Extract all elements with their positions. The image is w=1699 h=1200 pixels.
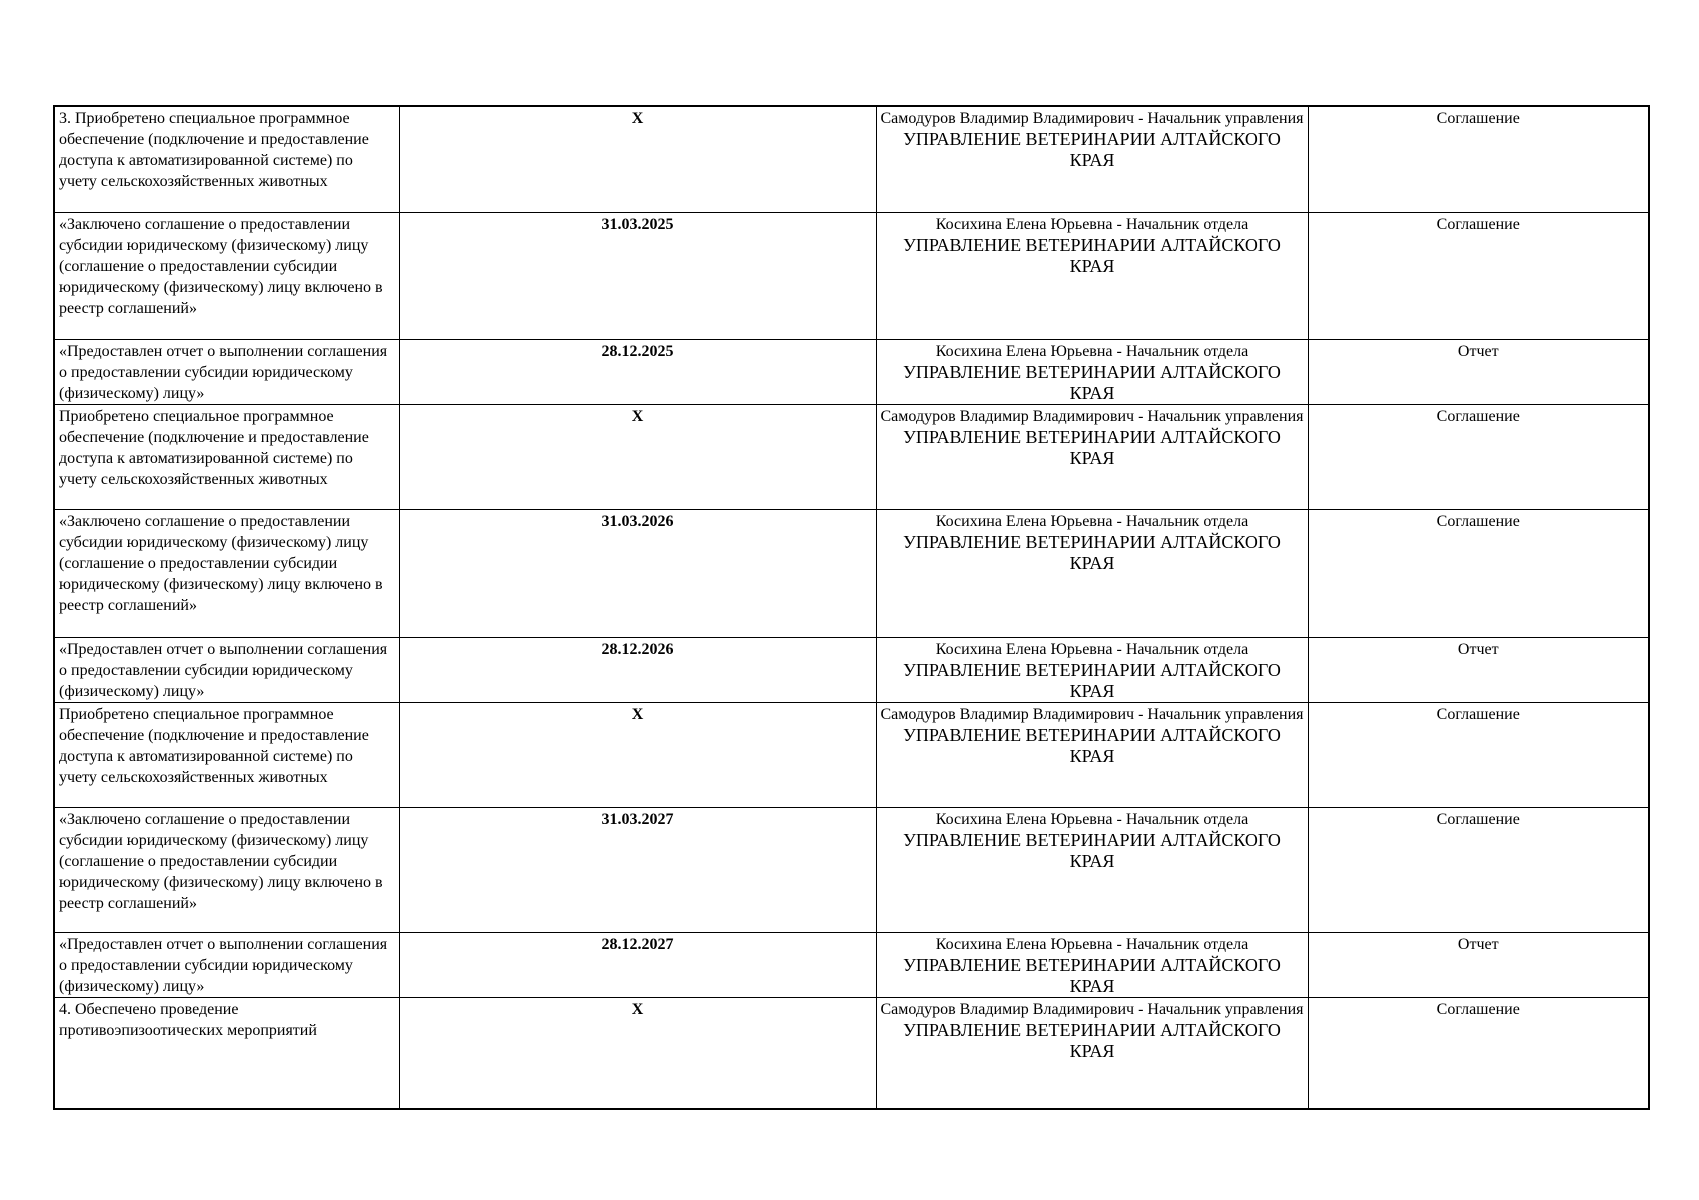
responsible-person: Самодуров Владимир Владимирович - Начальник управления bbox=[880, 1000, 1304, 1018]
responsible-organization: УПРАВЛЕНИЕ ВЕТЕРИНАРИИ АЛТАЙСКОГО КРАЯ bbox=[903, 426, 1281, 468]
responsible-person: Самодуров Владимир Владимирович - Начальник управления bbox=[880, 110, 1304, 127]
result-cell: «Предоставлен отчет о выполнении соглашения о предоставлении субсидии юридическому (физическому) лицу» bbox=[54, 637, 399, 702]
result-cell: «Предоставлен отчет о выполнении соглашения о предоставлении субсидии юридическому (физическому) лицу» bbox=[54, 339, 399, 404]
result-cell: «Заключено соглашение о предоставлении субсидии юридическому (физическому) лицу (соглашение о предоставлении субсидии юридическому (физическому) лицу включено в реестр соглашений» bbox=[54, 509, 399, 637]
date-cell: 31.03.2026 bbox=[399, 509, 876, 637]
responsible-cell bbox=[876, 932, 1308, 997]
document-type-cell: Соглашение bbox=[1308, 404, 1649, 509]
date-cell: X bbox=[399, 997, 876, 1109]
date-cell: X bbox=[399, 106, 876, 212]
table-row bbox=[54, 212, 1649, 339]
responsible-organization: УПРАВЛЕНИЕ ВЕТЕРИНАРИИ АЛТАЙСКОГО КРАЯ bbox=[903, 234, 1281, 276]
table-row bbox=[54, 404, 1649, 509]
date-cell: 31.03.2025 bbox=[399, 212, 876, 339]
responsible-organization: УПРАВЛЕНИЕ ВЕТЕРИНАРИИ АЛТАЙСКОГО КРАЯ bbox=[903, 1019, 1281, 1061]
responsible-cell bbox=[876, 106, 1308, 212]
document-type-cell: Отчет bbox=[1308, 932, 1649, 997]
responsible-organization: УПРАВЛЕНИЕ ВЕТЕРИНАРИИ АЛТАЙСКОГО КРАЯ bbox=[903, 659, 1281, 701]
table-row bbox=[54, 637, 1649, 702]
responsible-cell bbox=[876, 637, 1308, 702]
responsible-person: Самодуров Владимир Владимирович - Начальник управления bbox=[880, 407, 1304, 425]
result-cell: 4. Обеспечено проведение противоэпизоотических мероприятий bbox=[54, 997, 399, 1109]
table-row bbox=[54, 509, 1649, 637]
control-points-table bbox=[53, 105, 1650, 1110]
date-cell: X bbox=[399, 404, 876, 509]
table-row bbox=[54, 997, 1649, 1109]
table-row bbox=[54, 339, 1649, 404]
responsible-cell bbox=[876, 212, 1308, 339]
responsible-person: Косихина Елена Юрьевна - Начальник отдела bbox=[935, 512, 1249, 530]
result-cell: «Предоставлен отчет о выполнении соглашения о предоставлении субсидии юридическому (физическому) лицу» bbox=[54, 932, 399, 997]
responsible-person: Косихина Елена Юрьевна - Начальник отдела bbox=[935, 810, 1249, 828]
responsible-person: Косихина Елена Юрьевна - Начальник отдела bbox=[935, 640, 1249, 658]
responsible-person: Косихина Елена Юрьевна - Начальник отдела bbox=[935, 342, 1249, 360]
document-type-cell: Соглашение bbox=[1308, 509, 1649, 637]
responsible-person: Косихина Елена Юрьевна - Начальник отдела bbox=[935, 935, 1249, 953]
date-cell: 28.12.2025 bbox=[399, 339, 876, 404]
responsible-person: Косихина Елена Юрьевна - Начальник отдела bbox=[935, 215, 1249, 233]
document-type-cell: Соглашение bbox=[1308, 997, 1649, 1109]
table-row bbox=[54, 106, 1649, 212]
table-row bbox=[54, 702, 1649, 807]
responsible-cell bbox=[876, 997, 1308, 1109]
responsible-cell bbox=[876, 339, 1308, 404]
responsible-organization: УПРАВЛЕНИЕ ВЕТЕРИНАРИИ АЛТАЙСКОГО КРАЯ bbox=[903, 361, 1281, 403]
responsible-cell bbox=[876, 702, 1308, 807]
responsible-organization: УПРАВЛЕНИЕ ВЕТЕРИНАРИИ АЛТАЙСКОГО КРАЯ bbox=[903, 829, 1281, 871]
table-row bbox=[54, 807, 1649, 932]
date-cell: X bbox=[399, 702, 876, 807]
date-cell: 28.12.2027 bbox=[399, 932, 876, 997]
responsible-cell bbox=[876, 509, 1308, 637]
responsible-organization: УПРАВЛЕНИЕ ВЕТЕРИНАРИИ АЛТАЙСКОГО КРАЯ bbox=[903, 531, 1281, 573]
document-type-cell: Соглашение bbox=[1308, 106, 1649, 212]
document-type-cell: Соглашение bbox=[1308, 807, 1649, 932]
responsible-person: Самодуров Владимир Владимирович - Начальник управления bbox=[880, 705, 1304, 723]
responsible-organization: УПРАВЛЕНИЕ ВЕТЕРИНАРИИ АЛТАЙСКОГО КРАЯ bbox=[903, 724, 1281, 766]
responsible-organization: УПРАВЛЕНИЕ ВЕТЕРИНАРИИ АЛТАЙСКОГО КРАЯ bbox=[903, 129, 1281, 170]
document-type-cell: Соглашение bbox=[1308, 702, 1649, 807]
responsible-organization: УПРАВЛЕНИЕ ВЕТЕРИНАРИИ АЛТАЙСКОГО КРАЯ bbox=[903, 954, 1281, 996]
responsible-cell bbox=[876, 807, 1308, 932]
result-cell: «Заключено соглашение о предоставлении субсидии юридическому (физическому) лицу (соглашение о предоставлении субсидии юридическому (физическому) лицу включено в реестр соглашений» bbox=[54, 212, 399, 339]
date-cell: 31.03.2027 bbox=[399, 807, 876, 932]
document-type-cell: Соглашение bbox=[1308, 212, 1649, 339]
table-row bbox=[54, 932, 1649, 997]
date-cell: 28.12.2026 bbox=[399, 637, 876, 702]
result-cell: «Заключено соглашение о предоставлении субсидии юридическому (физическому) лицу (соглашение о предоставлении субсидии юридическому (физическому) лицу включено в реестр соглашений» bbox=[54, 807, 399, 932]
responsible-cell bbox=[876, 404, 1308, 509]
document-type-cell: Отчет bbox=[1308, 637, 1649, 702]
document-type-cell: Отчет bbox=[1308, 339, 1649, 404]
result-cell: 3. Приобретено специальное программное обеспечение (подключение и предоставление доступа к автоматизированной системе) по учету сельскохозяйственных животных bbox=[54, 106, 399, 212]
result-cell: Приобретено специальное программное обеспечение (подключение и предоставление доступа к автоматизированной системе) по учету сельскохозяйственных животных bbox=[54, 404, 399, 509]
result-cell: Приобретено специальное программное обеспечение (подключение и предоставление доступа к автоматизированной системе) по учету сельскохозяйственных животных bbox=[54, 702, 399, 807]
